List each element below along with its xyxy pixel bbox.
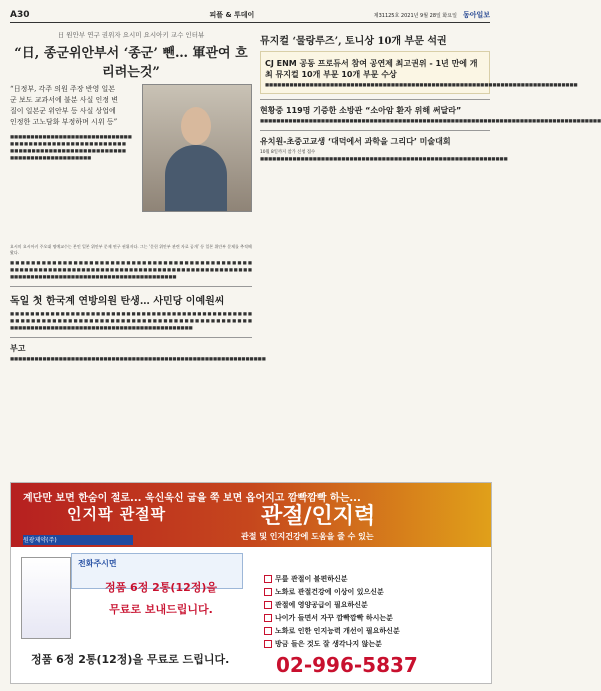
checklist-label: 무릎 관절이 불편하신분 bbox=[275, 575, 348, 583]
divider bbox=[10, 286, 252, 287]
ad-right-title: 관절/인지력 bbox=[261, 504, 376, 529]
checklist-label: 나이가 들면서 자꾸 깜빡깜빡 하시는분 bbox=[275, 614, 393, 622]
checkbox-icon bbox=[264, 614, 272, 622]
right-column bbox=[260, 28, 601, 163]
checklist bbox=[264, 571, 484, 652]
call-text: 전화주시면 bbox=[78, 559, 117, 568]
checklist-item bbox=[264, 587, 484, 597]
phone-number[interactable]: 02-996-5837 bbox=[276, 653, 418, 677]
checklist-item bbox=[264, 613, 484, 623]
advertisement bbox=[10, 482, 492, 684]
free-offer: 정품 6정 2통(12정)을 무료로 드립니다. bbox=[31, 653, 230, 666]
checkbox-icon bbox=[264, 640, 272, 648]
donation-story-body: ■■■■■■■■■■■■■■■■■■■■■■■■■■■■■■■■■■■■■■■■■■■■■■■■■■■■■■■■■■■■■■■■■■■■■■■■■■■■■■■■■■■■ bbox=[260, 119, 601, 124]
right-story-sub: CJ ENM 공동 프로듀서 참여 공연제 최고권위 - 1년 만에 개최 뮤지컬 10개 부문 10개 부문 수상 bbox=[265, 59, 478, 79]
event-title: 유치원-초중고교생 ‘대덕에서 과학을 그리다’ 미술대회 bbox=[260, 137, 451, 146]
ad-right-sub: 관절 및 인지건강에 도움을 줄 수 있는 bbox=[241, 532, 374, 541]
checkbox-icon bbox=[264, 601, 272, 609]
pull-quote: “日정부, 각주 의원 주장 반영 일본군 보도 교과서에 불분 사실 인정 변질이 일본군 위안부 등 사실 상업에 인정한 고노담화 부정하며 시위 등” bbox=[10, 85, 119, 126]
checklist-item bbox=[264, 600, 484, 610]
section-title: 피플 & 투데이 bbox=[209, 11, 255, 19]
story-headline: “日, 종군위안부서 ‘종군’ 뺀… 軍관여 흐리려는것” bbox=[14, 46, 248, 80]
short-notice-body: ■■■■■■■■■■■■■■■■■■■■■■■■■■■■■■■■■■■■■■■■■■■■■■■■■■■■■■■■■■■■■■■ bbox=[10, 357, 266, 362]
page-header bbox=[10, 8, 490, 23]
divider bbox=[260, 130, 490, 131]
ad-left bbox=[11, 547, 246, 683]
checklist-item bbox=[264, 639, 484, 649]
checkbox-icon bbox=[264, 588, 272, 596]
checklist-label: 방금 들은 것도 잘 생각나지 않는분 bbox=[275, 640, 382, 648]
event-body: ■■■■■■■■■■■■■■■■■■■■■■■■■■■■■■■■■■■■■■■■■■■■■■■■■■■■■■■■■■■■■ bbox=[260, 157, 508, 162]
donation-story-title: 현황중 119명 기증한 소방관 “소아암 환자 위해 써달라” bbox=[260, 106, 462, 115]
right-story-title: 뮤지컬 ‘물랑루즈’, 토니상 10개 부문 석권 bbox=[260, 36, 447, 47]
face-shape bbox=[181, 107, 211, 145]
article-body: ■■■■■■■■■■■■■■■■■■■■■■■■■■■■■■■■■■■■■■■■■■■■■■ ■■■■■■■■■■■■■■■■■■■■■■■■■■■■■■■■■■■■■■■■■■■■■■■■■■■ ■■■■■■■■■■■■■■■■■■■■■■■■■■■■■■■■■■■■■■■■■ bbox=[10, 261, 252, 280]
ad-headline: 계단만 보면 한숨이 절로... 욱신욱신 굽을 쭉 보면 옵어지고 깜빡깜빡 하는... bbox=[23, 493, 361, 504]
photo-caption: 요시미 요시아키 주오대 명예교수는 본인 일본 위안부 문제 연구 권위자다. 그는 ‘문헌 위안부 관련 자료 공개’ 등 일본 위안부 문제를 추적해 왔다. bbox=[10, 244, 252, 255]
right-story-box bbox=[260, 51, 578, 94]
side-story-body: ■■■■■■■■■■■■■■■■■■■■■■■■■■■■■■■■■■■■■■■■■■■■■■■■ ■■■■■■■■■■■■■■■■■■■■■■■■■■■■■■■■■■■■■■■■■■■■■■ ■■■■■■■■■■■■■■■■■■■■■■■■■■■■■■■■■■■■■■■■■■■■■ bbox=[10, 312, 252, 331]
checkbox-icon bbox=[264, 575, 272, 583]
offer-text-2: 무료로 보내드립니다. bbox=[109, 603, 213, 616]
divider bbox=[10, 337, 252, 338]
product-box-image bbox=[21, 557, 71, 639]
short-notice-title: 부고 bbox=[10, 344, 26, 353]
checklist-label: 노화로 인한 인지능력 개선이 필요하신분 bbox=[275, 627, 400, 635]
product-name: 인지팍 관절팍 bbox=[67, 505, 167, 523]
side-story-title: 독일 첫 한국계 연방의원 탄생… 사민당 이예원씨 bbox=[10, 296, 225, 307]
left-column bbox=[10, 28, 266, 363]
checklist-item bbox=[264, 626, 484, 636]
checklist-label: 노화로 관절건강에 이상이 있으신분 bbox=[275, 588, 384, 596]
body-shape bbox=[165, 145, 227, 211]
interview-photo bbox=[142, 84, 252, 212]
story-deck: 日 원안부 연구 권위자 요시미 요시아키 교수 인터뷰 bbox=[57, 31, 205, 39]
page-number: A30 bbox=[10, 10, 30, 20]
ad-right bbox=[246, 547, 491, 683]
checklist-item bbox=[264, 574, 484, 584]
issue-date: 제31125호 2021년 9월 28일 화요일 bbox=[373, 12, 457, 19]
divider bbox=[260, 99, 490, 100]
newspaper-logo: 동아일보 bbox=[462, 11, 490, 19]
article-body-left: ■■■■■■■■■■■■■■■■■■■■■■■■■■■■■■ ■■■■■■■■■■■■■■■■■■■■■■■■■ ■■■■■■■■■■■■■■■■■■■■■■■■■■■ ■■■■■■■■■■■■■■■■■■■■ bbox=[10, 135, 132, 161]
offer-text: 정품 6정 2통(12정)을 bbox=[104, 581, 218, 594]
checkbox-icon bbox=[264, 627, 272, 635]
right-story-body: ■■■■■■■■■■■■■■■■■■■■■■■■■■■■■■■■■■■■■■■■■■■■■■■■■■■■■■■■■■■■■■■■■■■■■■■■■■■■■ bbox=[265, 83, 578, 88]
brand-name: 원광제약(주) bbox=[23, 535, 133, 545]
checklist-label: 관절에 영양공급이 필요하신분 bbox=[275, 601, 368, 609]
ad-banner bbox=[11, 483, 491, 547]
event-sub: 10월 8일까지 참가 신청 접수 bbox=[260, 150, 316, 155]
